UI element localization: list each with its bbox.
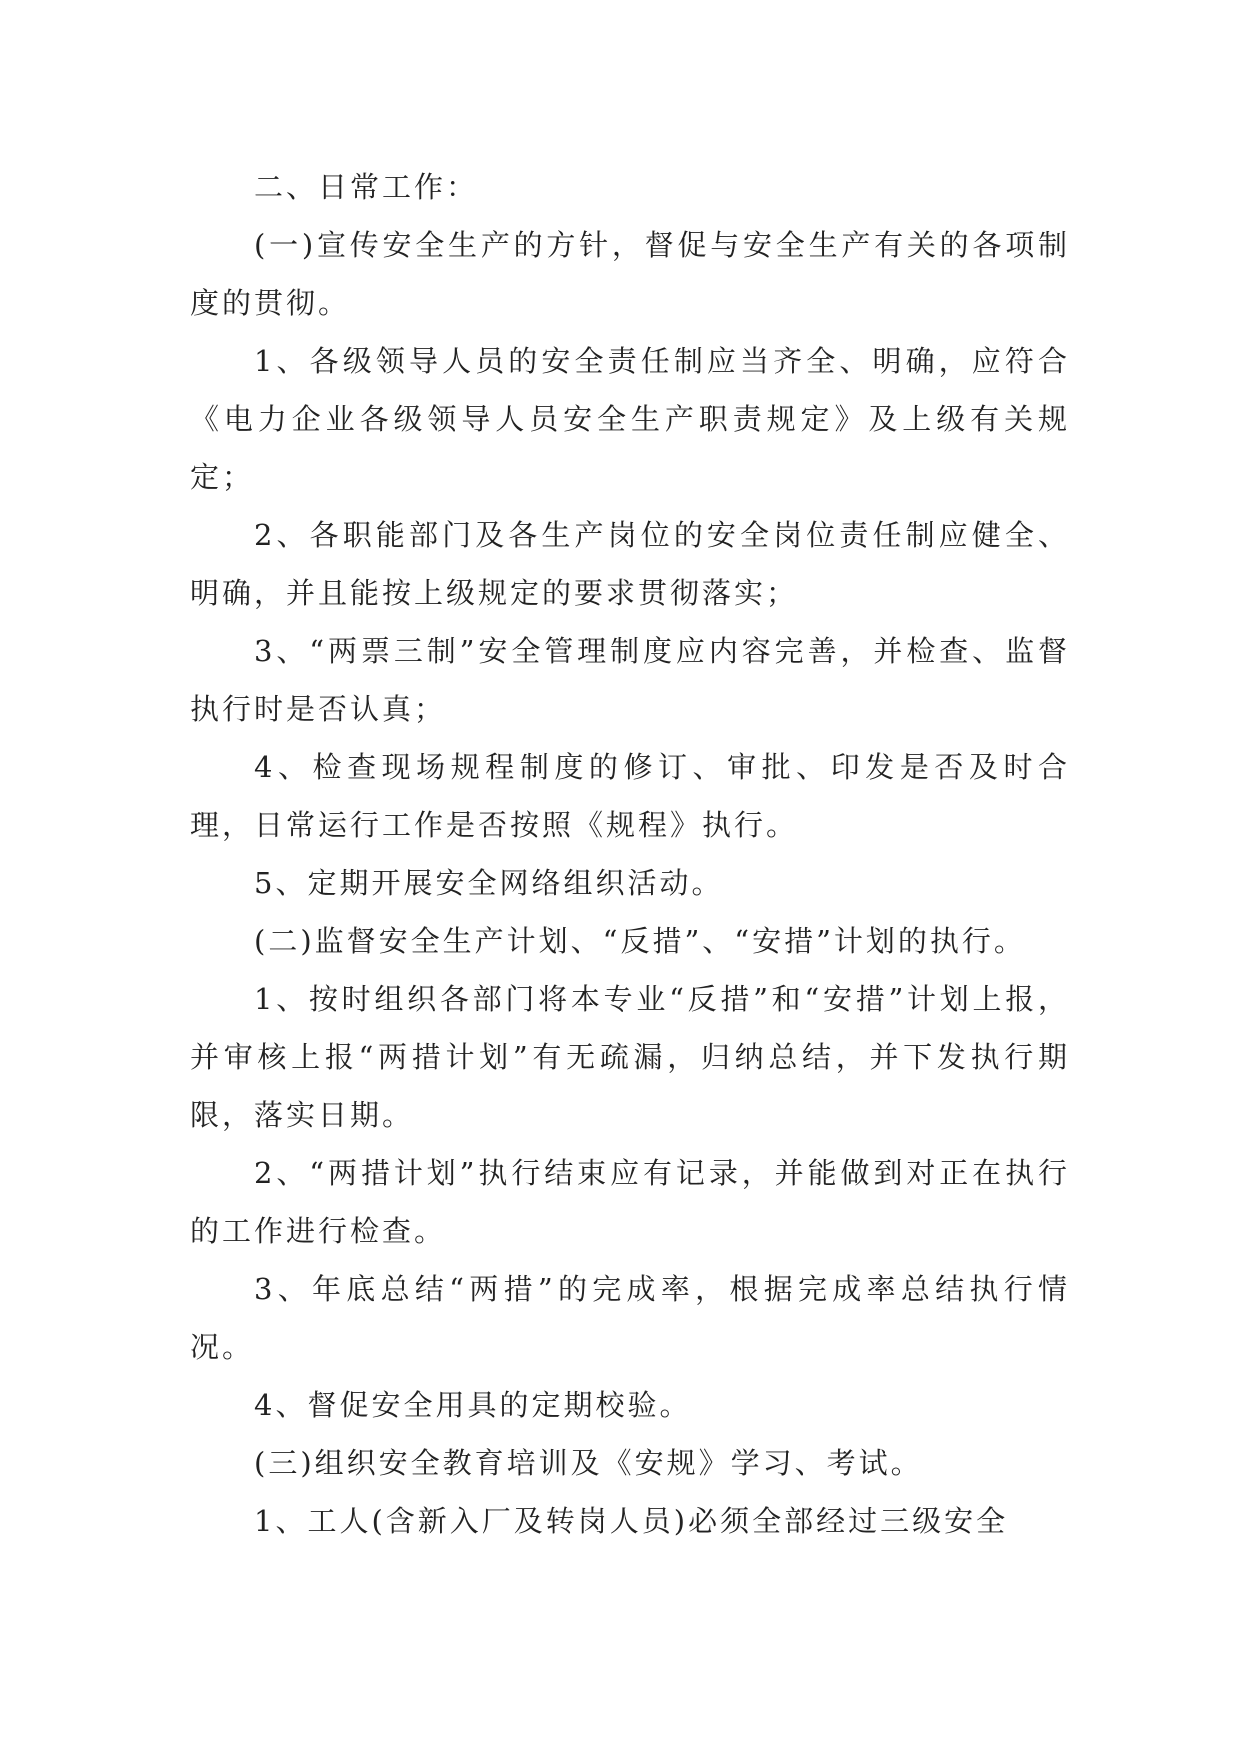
section-heading-daily-work: 二、日常工作： [254,170,479,204]
paragraph-item-1-1: 1、各级领导人员的安全责任制应当齐全、明确，应符合《电力企业各级领导人员安全生产职责规定》及上级有关规定； [190,344,1070,494]
document-body [190,158,1070,1550]
paragraph-item-2-2: 2、“两措计划”执行结束应有记录，并能做到对正在执行的工作进行检查。 [190,1156,1070,1248]
paragraph-item-2-3: 3、年底总结“两措”的完成率，根据完成率总结执行情况。 [190,1272,1070,1364]
paragraph-item-1-4: 4、检查现场规程制度的修订、审批、印发是否及时合理，日常运行工作是否按照《规程》执行。 [190,750,1070,842]
subsection-heading-1: (一)宣传安全生产的方针，督促与安全生产有关的各项制度的贯彻。 [190,228,1070,320]
paragraph-item-1-2: 2、各职能部门及各生产岗位的安全岗位责任制应健全、明确，并且能按上级规定的要求贯彻落实； [190,518,1070,610]
subsection-heading-3: (三)组织安全教育培训及《安规》学习、考试。 [254,1446,923,1480]
paragraph-item-3-1: 1、工人(含新入厂及转岗人员)必须全部经过三级安全 [254,1504,1009,1538]
paragraph-item-2-4: 4、督促安全用具的定期校验。 [254,1388,692,1422]
subsection-heading-2: (二)监督安全生产计划、“反措”、“安措”计划的执行。 [254,924,1026,958]
paragraph-item-1-3: 3、“两票三制”安全管理制度应内容完善，并检查、监督执行时是否认真； [190,634,1070,726]
paragraph-item-1-5: 5、定期开展安全网络组织活动。 [254,866,724,900]
paragraph-item-2-1: 1、按时组织各部门将本专业“反措”和“安措”计划上报，并审核上报“两措计划”有无疏漏，归纳总结，并下发执行期限，落实日期。 [190,982,1070,1132]
